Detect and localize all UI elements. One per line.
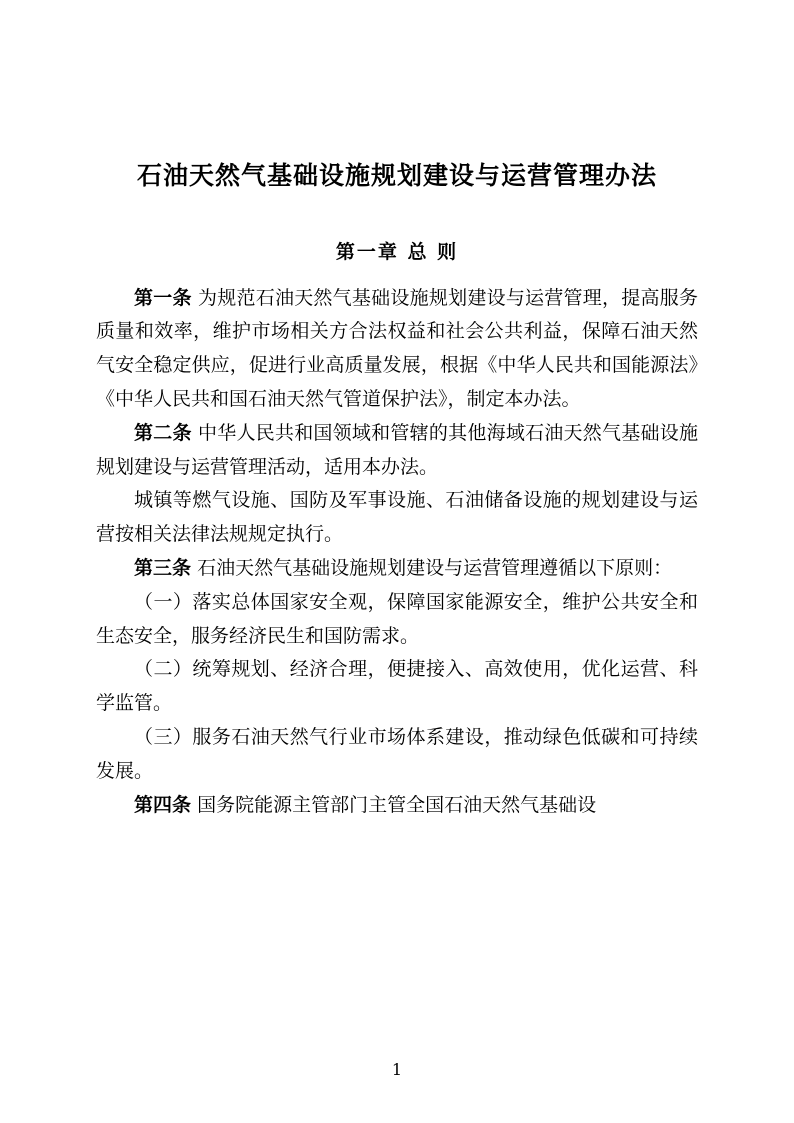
- page-number: 1: [391, 1060, 403, 1079]
- article-text: 为规范石油天然气基础设施规划建设与运营管理，提高服务质量和效率，维护市场相关方合法权益和社会公共利益，保障石油天然气安全稳定供应，促进行业高质量发展，根据《中华人民共和国能源法》《中华人民共和国石油天然气管道保护法》，制定本办法。: [96, 286, 698, 410]
- article-label: 第三条: [134, 557, 192, 579]
- article-paragraph: [96, 789, 698, 823]
- article-paragraph: [96, 653, 698, 721]
- chapter-heading: 第一章 总 则: [335, 240, 459, 263]
- article-text: 中华人民共和国领域和管辖的其他海域石油天然气基础设施规划建设与运营管理活动，适用本办法。: [96, 421, 698, 478]
- article-paragraph: [96, 417, 698, 485]
- article-text: 城镇等燃气设施、国防及军事设施、石油储备设施的规划建设与运营按相关法律法规规定执行。: [96, 489, 698, 546]
- article-paragraph: [96, 484, 698, 552]
- article-paragraph: [96, 282, 698, 417]
- article-text: （一）落实总体国家安全观，保障国家能源安全，维护公共安全和生态安全，服务经济民生和国防需求。: [96, 590, 698, 647]
- article-paragraph: [96, 586, 698, 654]
- article-text: 石油天然气基础设施规划建设与运营管理遵循以下原则：: [197, 557, 673, 579]
- article-label: 第四条: [134, 793, 192, 816]
- article-label: 第二条: [134, 421, 192, 444]
- article-text: （二）统筹规划、经济合理，便捷接入、高效使用，优化运营、科学监管。: [96, 658, 698, 715]
- page-title: 石油天然气基础设施规划建设与运营管理办法: [136, 161, 657, 190]
- article-text: 国务院能源主管部门主管全国石油天然气基础设: [197, 793, 597, 816]
- article-label: 第一条: [134, 286, 192, 309]
- article-text: （三）服务石油天然气行业市场体系建设，推动绿色低碳和可持续发展。: [96, 726, 698, 782]
- article-paragraph: [96, 721, 698, 789]
- article-paragraph: [96, 552, 698, 586]
